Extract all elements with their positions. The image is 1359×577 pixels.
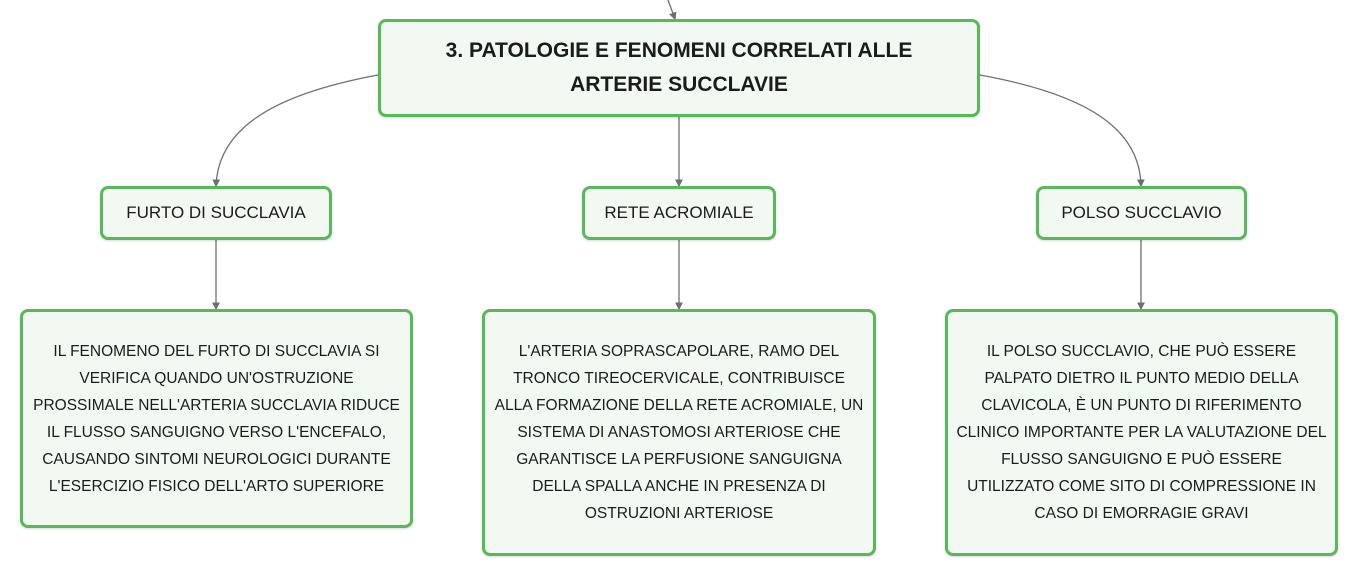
link-root-to-polso	[980, 75, 1141, 186]
detail-rete-acromiale[interactable]	[482, 309, 876, 556]
topic-furto-di-succlavia[interactable]	[100, 186, 332, 240]
detail-text: IL FENOMENO DEL FURTO DI SUCCLAVIA SI VERIFICA QUANDO UN'OSTRUZIONE PROSSIMALE NELL'ARTERIA SUCCLAVIA RIDUCE IL FLUSSO SANGUIGNO VERSO L'ENCEFALO, CAUSANDO SINTOMI NEUROLOGICI DURANTE L'ESERCIZIO FISICO DELL'ARTO SUPERIORE	[33, 342, 400, 495]
root-topic[interactable]	[378, 19, 980, 117]
topic-label: POLSO SUCCLAVIO	[1061, 203, 1222, 222]
topic-rete-acromiale[interactable]	[582, 186, 776, 240]
detail-furto-di-succlavia[interactable]	[20, 309, 413, 528]
link-parent-to-root	[668, 0, 675, 19]
topic-label: FURTO DI SUCCLAVIA	[126, 203, 306, 222]
topic-label: RETE ACROMIALE	[604, 203, 754, 222]
detail-text: L'ARTERIA SOPRASCAPOLARE, RAMO DEL TRONCO TIREOCERVICALE, CONTRIBUISCE ALLA FORMAZIONE DELLA RETE ACROMIALE, UN SISTEMA DI ANASTOMOSI ARTERIOSE CHE GARANTISCE LA PERFUSIONE SANGUIGNA DELLA SPALLA ANCHE IN PRESENZA DI OSTRUZIONI ARTERIOSE	[494, 343, 864, 522]
topic-polso-succlavio[interactable]	[1036, 186, 1247, 240]
root-topic-title: 3. PATOLOGIE E FENOMENI CORRELATI ALLE ARTERIE SUCCLAVIE	[445, 39, 913, 96]
link-root-to-furto	[216, 75, 378, 186]
detail-polso-succlavio[interactable]	[945, 309, 1338, 556]
detail-text: IL POLSO SUCCLAVIO, CHE PUÒ ESSERE PALPATO DIETRO IL PUNTO MEDIO DELLA CLAVICOLA, È UN PUNTO DI RIFERIMENTO CLINICO IMPORTANTE PER LA VALUTAZIONE DEL FLUSSO SANGUIGNO E PUÒ ESSERE UTILIZZATO COME SITO DI COMPRESSIONE IN CASO DI EMORRAGIE GRAVI	[956, 343, 1327, 522]
